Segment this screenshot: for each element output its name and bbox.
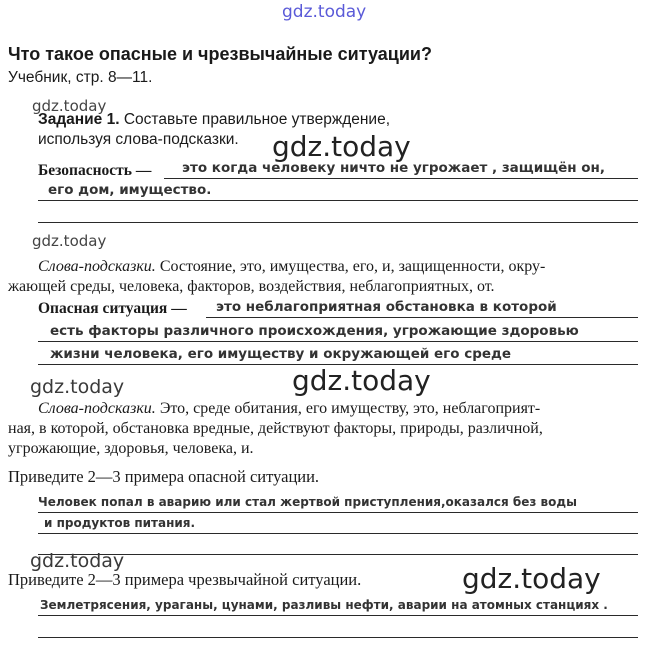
- examples-emergency-prompt: Приведите 2—3 примера чрезвычайной ситуации.: [8, 570, 362, 589]
- task1-heading: [38, 111, 390, 129]
- watermark-large: gdz.today: [272, 130, 411, 163]
- answer-line: [38, 200, 638, 201]
- watermark-medium: gdz.today: [30, 550, 125, 572]
- page-title: Что такое опасные и чрезвычайные ситуации?: [8, 44, 432, 64]
- danger-dash: —: [171, 300, 187, 317]
- safety-term-row: [38, 162, 151, 180]
- answer-line: [38, 615, 638, 616]
- watermark-large: gdz.today: [462, 562, 601, 595]
- answer-line: [206, 317, 638, 318]
- safety-hints-words-1: Состояние, это, имущества, его, и, защищенности, окру-: [159, 258, 546, 275]
- textbook-reference: Учебник, стр. 8—11.: [8, 69, 153, 86]
- answer-line: [38, 533, 638, 534]
- safety-hints-words-2: жающей среды, человека, факторов, воздействия, неблагоприятных, от.: [8, 278, 495, 295]
- examples-danger-prompt: Приведите 2—3 примера опасной ситуации.: [8, 467, 320, 486]
- answer-line: [38, 512, 638, 513]
- danger-answer-1[interactable]: это неблагоприятная обстановка в которой: [216, 299, 557, 315]
- answer-line: [164, 178, 638, 179]
- examples-emergency-answer-1[interactable]: Землетрясения, ураганы, цунами, разливы нефти, аварии на атомных станциях .: [40, 598, 608, 612]
- danger-hints-words-1: Это, среде обитания, его имуществу, это, неблагоприят-: [159, 400, 541, 417]
- answer-line: [38, 341, 638, 342]
- safety-answer-2[interactable]: его дом, имущество.: [48, 182, 212, 198]
- safety-hints-label: Слова-подсказки.: [38, 258, 156, 275]
- watermark-top: gdz.today: [282, 2, 367, 22]
- safety-hints-1: [38, 258, 545, 276]
- danger-term: Опасная ситуация: [38, 300, 168, 317]
- watermark-small: gdz.today: [32, 232, 107, 250]
- watermark-large: gdz.today: [292, 364, 431, 397]
- danger-hints-label: Слова-подсказки.: [38, 400, 156, 417]
- watermark-small: gdz.today: [32, 97, 107, 115]
- danger-hints-words-3: угрожающие, здоровья, человека, и.: [8, 440, 254, 457]
- examples-danger-answer-1[interactable]: Человек попал в аварию или стал жертвой приступления,оказался без воды: [38, 495, 577, 509]
- watermark-medium: gdz.today: [30, 376, 125, 398]
- safety-term: Безопасность: [38, 162, 132, 179]
- examples-danger-answer-2[interactable]: и продуктов питания.: [44, 516, 196, 530]
- danger-hints-words-2: ная, в которой, обстановка вредные, действуют факторы, природы, различной,: [8, 420, 543, 437]
- answer-line: [38, 222, 638, 223]
- danger-term-row: [38, 300, 187, 318]
- answer-line: [38, 637, 638, 638]
- task1-instruction-2: используя слова-подсказки.: [38, 131, 239, 148]
- danger-answer-2[interactable]: есть факторы различного происхождения, угрожающие здоровью: [50, 323, 579, 339]
- danger-hints-1: [38, 400, 540, 418]
- safety-answer-1[interactable]: это когда человеку ничто не угрожает , защищён он,: [182, 160, 606, 176]
- answer-line: [38, 554, 638, 555]
- safety-dash: —: [135, 162, 152, 179]
- task1-instruction-1: Составьте правильное утверждение,: [123, 111, 391, 128]
- task1-title: Задание 1.: [38, 111, 120, 128]
- danger-answer-3[interactable]: жизни человека, его имуществу и окружающей его среде: [50, 346, 512, 362]
